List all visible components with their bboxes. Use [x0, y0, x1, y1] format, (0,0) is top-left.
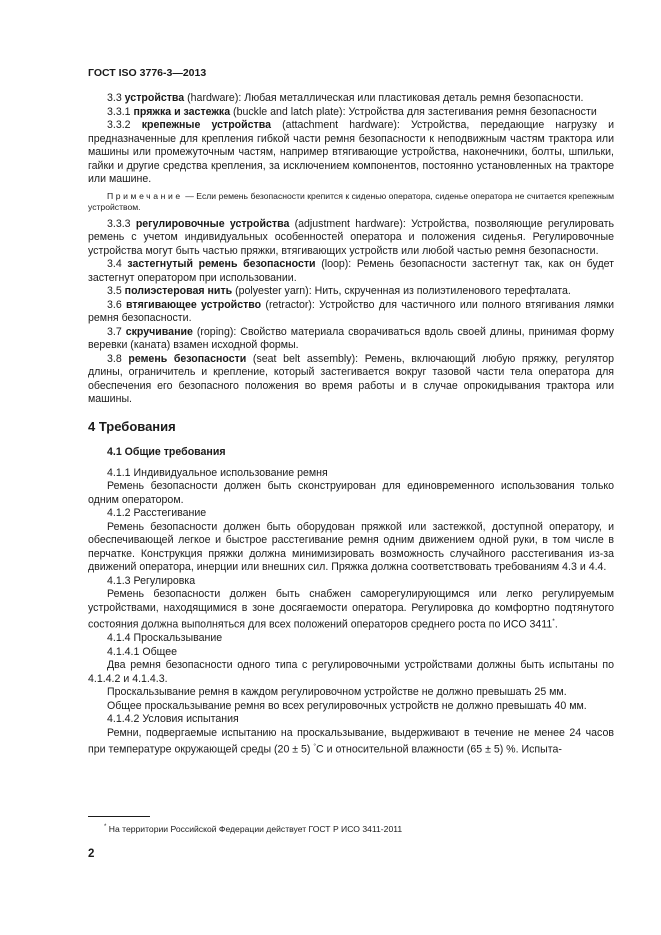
degree-sign: ° [313, 743, 317, 751]
subsection-heading: 4.1 Общие требования [107, 446, 226, 458]
definition-3-8 [88, 353, 614, 407]
term: застегнутый ремень безопасности [127, 258, 316, 270]
footnote-separator [88, 816, 150, 817]
clause-number: 3.7 [107, 325, 126, 338]
clause-text [88, 727, 614, 758]
page-number: 2 [88, 848, 95, 860]
clause-text: Два ремня безопасности одного типа с регулировочными устройствами должны быть испытаны по 4.1.4.2 и 4.1.4.3. [88, 659, 614, 685]
term: ремень безопасности [128, 352, 247, 365]
definition-text: (hardware): Любая металлическая или пластиковая деталь ремня безопасности. [184, 92, 584, 104]
clause-title: 4.1.2 Расстегивание [107, 507, 207, 519]
footnote-marker: * [552, 618, 555, 625]
term: пряжка и застежка [133, 105, 231, 118]
clause-number: 3.3.3 [107, 217, 136, 230]
clause-number: 3.6 [107, 298, 127, 311]
term: устройства [124, 92, 185, 104]
definition-text: (attachment hardware): Устройства, передающие нагрузку и предназначенные для крепления гибкой части ремня безопасности к неподвижным частям трактора или машины или промежуточным частям, например втягивающие устройства, наконечники, болты, шпильки, гайки и другие средства крепления, за исключением компонентов, постоянно установленных на тракторе или машине. [88, 119, 614, 185]
clause-text-end: . [554, 618, 558, 631]
clause-number: 3.5 [107, 285, 125, 297]
clause-title: 4.1.4.1 Общее [107, 645, 178, 658]
clause-number: 3.3.1 [107, 105, 134, 118]
definition-3-3-3 [88, 218, 614, 259]
document-body [88, 92, 614, 757]
clause-text-body: Ремень безопасности должен быть снабжен саморегулирующимся или легко регулируемым устройствами, находящимися в зоне досягаемости оператора. Регулировка до комфортно подтянутого состояния должна выполняться для всех положений операторов среднего роста по ИСО 3411 [88, 588, 614, 631]
definition-text: (roping): Свойство материала сворачиваться вдоль своей длины, принимая форму веревки (каната) взамен исходной формы. [88, 325, 614, 351]
clause-title: 4.1.3 Регулировка [107, 574, 196, 587]
definition-3-3-2 [88, 119, 614, 187]
note-label: Примечание [107, 190, 183, 201]
clause-text: Общее проскальзывание ремня во всех регулировочных устройств не должно превышать 40 мм. [107, 699, 587, 712]
document-header: ГОСТ ISO 3776-3—2013 [88, 67, 207, 79]
definition-text: (seat belt assembly): Ремень, включающий любую пряжку, регулятор длины, ограничитель и крепление, который застегивается вокруг тазовой части тела оператора для обеспечения его безопасного положения во время работы и в случае опрокидывания трактора или машины. [88, 352, 615, 405]
note-text: — Если ремень безопасности крепится к сиденью оператора, сиденье оператора не считается крепежным устройством. [88, 190, 614, 212]
clause-text: Ремень безопасности должен быть сконструирован для единовременного использования только одним оператором. [88, 480, 614, 506]
clause-number: 3.4 [107, 258, 128, 270]
clause-text-end: С и относительной влажности (65 ± 5) %. Испыта- [316, 743, 562, 756]
footnote [104, 824, 402, 834]
clause-title: 4.1.1 Индивидуальное использование ремня [107, 466, 328, 479]
clause-text: Проскальзывание ремня в каждом регулировочном устройстве не должно превышать 25 мм. [107, 686, 567, 699]
clause-text [88, 588, 614, 632]
definition-3-4 [88, 258, 614, 285]
section-heading: 4 Требования [88, 418, 176, 434]
term: скручивание [125, 325, 193, 338]
definition-text: (buckle and latch plate): Устройства для застегивания ремня безопасности [230, 105, 597, 118]
footnote-marker: * [104, 824, 107, 831]
definition-3-3-1 [88, 106, 614, 120]
clause-number: 3.3 [107, 92, 125, 104]
clause-number: 3.8 [107, 352, 129, 365]
definition-3-3 [88, 92, 614, 106]
clause-title: 4.1.4 Проскальзывание [107, 632, 223, 645]
clause-title: 4.1.4.2 Условия испытания [107, 713, 239, 726]
definition-3-6 [88, 299, 614, 326]
term: втягивающее устройство [126, 298, 262, 311]
definition-text: (loop): Ремень безопасности застегнут так, как он будет застегнут оператором при использовании. [88, 258, 615, 284]
term: крепежные устройства [141, 119, 272, 131]
note [88, 191, 614, 214]
definition-text: (adjustment hardware): Устройства, позволяющие регулировать ремень с учетом индивидуальных особенностей оператора и положения сиденья. Регулировочные устройства могут быть частью пряжки, втягивающих устройств или любой частью ремня безопасности. [88, 217, 614, 257]
clause-text-body: Ремни, подвергаемые испытанию на проскальзывание, выдерживают в течение не менее 24 часов при температуре окружающей среды (20 ± 5) [88, 726, 614, 756]
clause-number: 3.3.2 [107, 119, 142, 131]
definition-3-7 [88, 326, 614, 353]
term: полиэстеровая нить [124, 285, 233, 297]
term: регулировочные устройства [135, 217, 290, 230]
clause-text: Ремень безопасности должен быть оборудован пряжкой или застежкой, доступной оператору, и обеспечивающей легкое и быстрое расстегивание ремня одним движением одной руки, в том числе в перчатке. Конструкция пряжки должна минимизировать возможность случайного расстегивания из-за движений оператора, инерции или внешних сил. Пряжка должна соответствовать требованиям 4.3 и 4.4. [88, 520, 614, 573]
definition-3-5 [88, 285, 614, 299]
definition-text: (retractor): Устройство для частичного или полного втягивания лямки ремня безопасности. [88, 298, 615, 324]
definition-text: (polyester yarn): Нить, скрученная из полиэтиленового терефталата. [232, 285, 571, 297]
footnote-text: На территории Российской Федерации действует ГОСТ Р ИСО 3411-2011 [108, 824, 403, 834]
